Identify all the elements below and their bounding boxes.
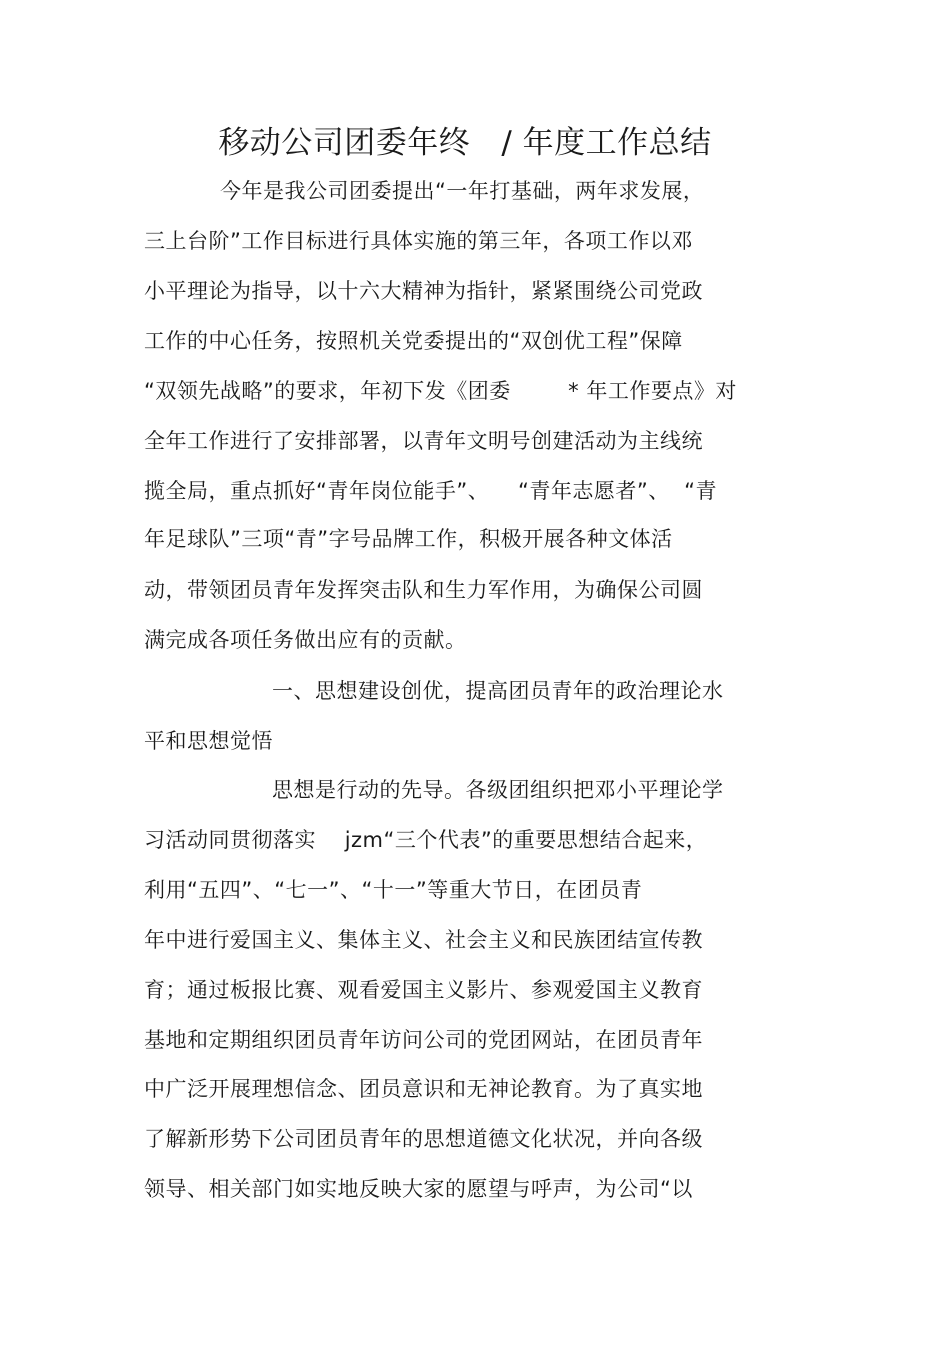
paragraph-1-line: 动，带领团员青年发挥突击队和生力军作用，为确保公司圆 <box>144 578 703 602</box>
paragraph-2-line: 年中进行爱国主义、集体主义、社会主义和民族团结宣传教 <box>144 928 703 952</box>
paragraph-1-line: 全年工作进行了安排部署，以青年文明号创建活动为主线统 <box>144 429 703 453</box>
section-heading-line: 一、思想建设创优，提高团员青年的政治理论水 <box>272 679 724 703</box>
paragraph-2-line: 思想是行动的先导。各级团组织把邓小平理论学 <box>272 778 724 802</box>
paragraph-1-line: 今年是我公司团委提出“一年打基础，两年求发展， <box>220 179 705 203</box>
paragraph-2-line: 领导、相关部门如实地反映大家的愿望与呼声，为公司“以 <box>144 1177 693 1201</box>
paragraph-2-line: 中广泛开展理想信念、团员意识和无神论教育。为了真实地 <box>144 1077 703 1101</box>
paragraph-1-line: 年足球队”三项“青”字号品牌工作，积极开展各种文体活 <box>144 527 673 551</box>
paragraph-1-line: 揽全局，重点抓好“青年岗位能手”、 “青年志愿者”、 “青 <box>144 479 717 503</box>
paragraph-2-line: 了解新形势下公司团员青年的思想道德文化状况，并向各级 <box>144 1127 703 1151</box>
section-heading-line: 平和思想觉悟 <box>144 729 273 753</box>
paragraph-2-line: 利用“五四”、“七一”、“十一”等重大节日，在团员青 <box>144 878 643 902</box>
paragraph-1-line: 满完成各项任务做出应有的贡献。 <box>144 628 467 652</box>
paragraph-1-line: “双领先战略”的要求，年初下发《团委 * 年工作要点》对 <box>144 379 737 403</box>
paragraph-1-line: 小平理论为指导，以十六大精神为指针，紧紧围绕公司党政 <box>144 279 703 303</box>
document-title: 移动公司团委年终 / 年度工作总结 <box>218 125 712 161</box>
paragraph-2-line: 基地和定期组织团员青年访问公司的党团网站，在团员青年 <box>144 1028 703 1052</box>
paragraph-2-line: 育；通过板报比赛、观看爱国主义影片、参观爱国主义教育 <box>144 978 703 1002</box>
paragraph-2-line: 习活动同贯彻落实 jzm“三个代表”的重要思想结合起来， <box>144 828 708 852</box>
paragraph-1-line: 工作的中心任务，按照机关党委提出的“双创优工程”保障 <box>144 329 683 353</box>
paragraph-1-line: 三上台阶”工作目标进行具体实施的第三年，各项工作以邓 <box>144 229 693 253</box>
